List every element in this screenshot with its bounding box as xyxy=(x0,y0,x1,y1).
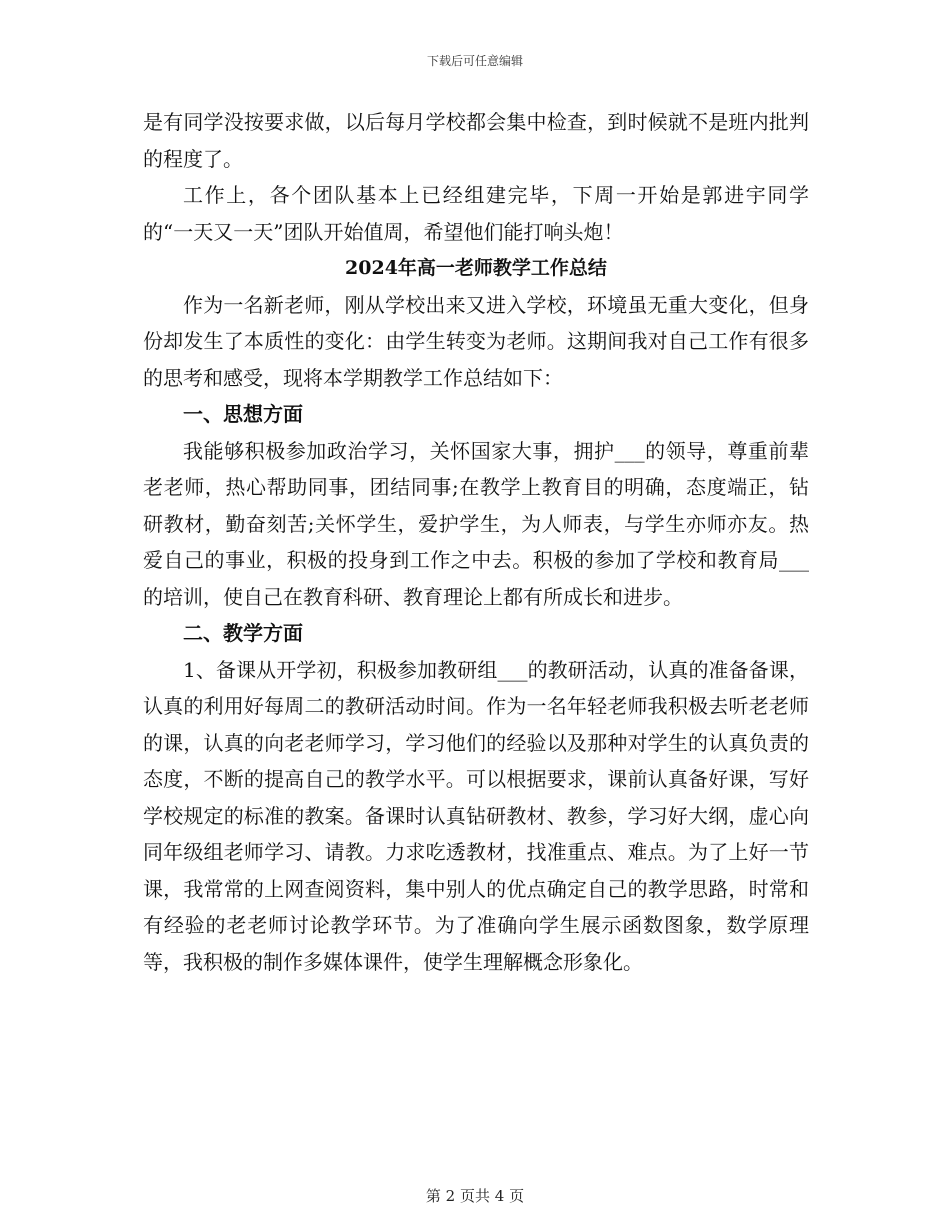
paragraph-continuation: 是有同学没按要求做，以后每月学校都会集中检查，到时候就不是班内批判的程度了。 xyxy=(143,110,809,171)
section-heading-teaching: 二、教学方面 xyxy=(183,621,303,645)
document-body xyxy=(143,104,809,980)
page-footer: 第 2 页共 4 页 xyxy=(425,1187,525,1205)
document-title: 2024年高一老师教学工作总结 xyxy=(345,257,607,279)
page-header: 下载后可任意编辑 xyxy=(426,54,523,68)
section-heading-thought: 一、思想方面 xyxy=(183,402,303,426)
paragraph-teaching: 1、备课从开学初，积极参加教研组___的教研活动，认真的准备备课，认真的利用好每周二的教研活动时间。作为一名年轻老师我积极去听老老师的课，认真的向老老师学习，学习他们的经验以及那种对学生的认真负责的态度，不断的提高自己的教学水平。可以根据要求，课前认真备好课，写好学校规定的标准的教案。备课时认真钻研教材、教参，学习好大纲，虚心向同年级组老师学习、请教。力求吃透教材，找准重点、难点。为了上好一节课，我常常的上网查阅资料，集中别人的优点确定自己的教学思路，时常和有经验的老老师讨论教学环节。为了准确向学生展示函数图象，数学原理等，我积极的制作多媒体课件，使学生理解概念形象化。 xyxy=(143,657,809,974)
paragraph-work: 工作上，各个团队基本上已经组建完毕，下周一开始是郭进宇同学的“一天又一天”团队开始值周，希望他们能打响头炮！ xyxy=(143,183,809,244)
paragraph-intro: 作为一名新老师，刚从学校出来又进入学校，环境虽无重大变化，但身份却发生了本质性的变化：由学生转变为老师。这期间我对自己工作有很多的思考和感受，现将本学期教学工作总结如下： xyxy=(143,292,809,390)
paragraph-thought: 我能够积极参加政治学习，关怀国家大事，拥护___的领导，尊重前辈老老师，热心帮助同事，团结同事;在教学上教育目的明确，态度端正，钻研教材，勤奋刻苦;关怀学生，爱护学生，为人师表，与学生亦师亦友。热爱自己的事业，积极的投身到工作之中去。积极的参加了学校和教育局___的培训，使自己在教育科研、教育理论上都有所成长和进步。 xyxy=(143,438,809,609)
